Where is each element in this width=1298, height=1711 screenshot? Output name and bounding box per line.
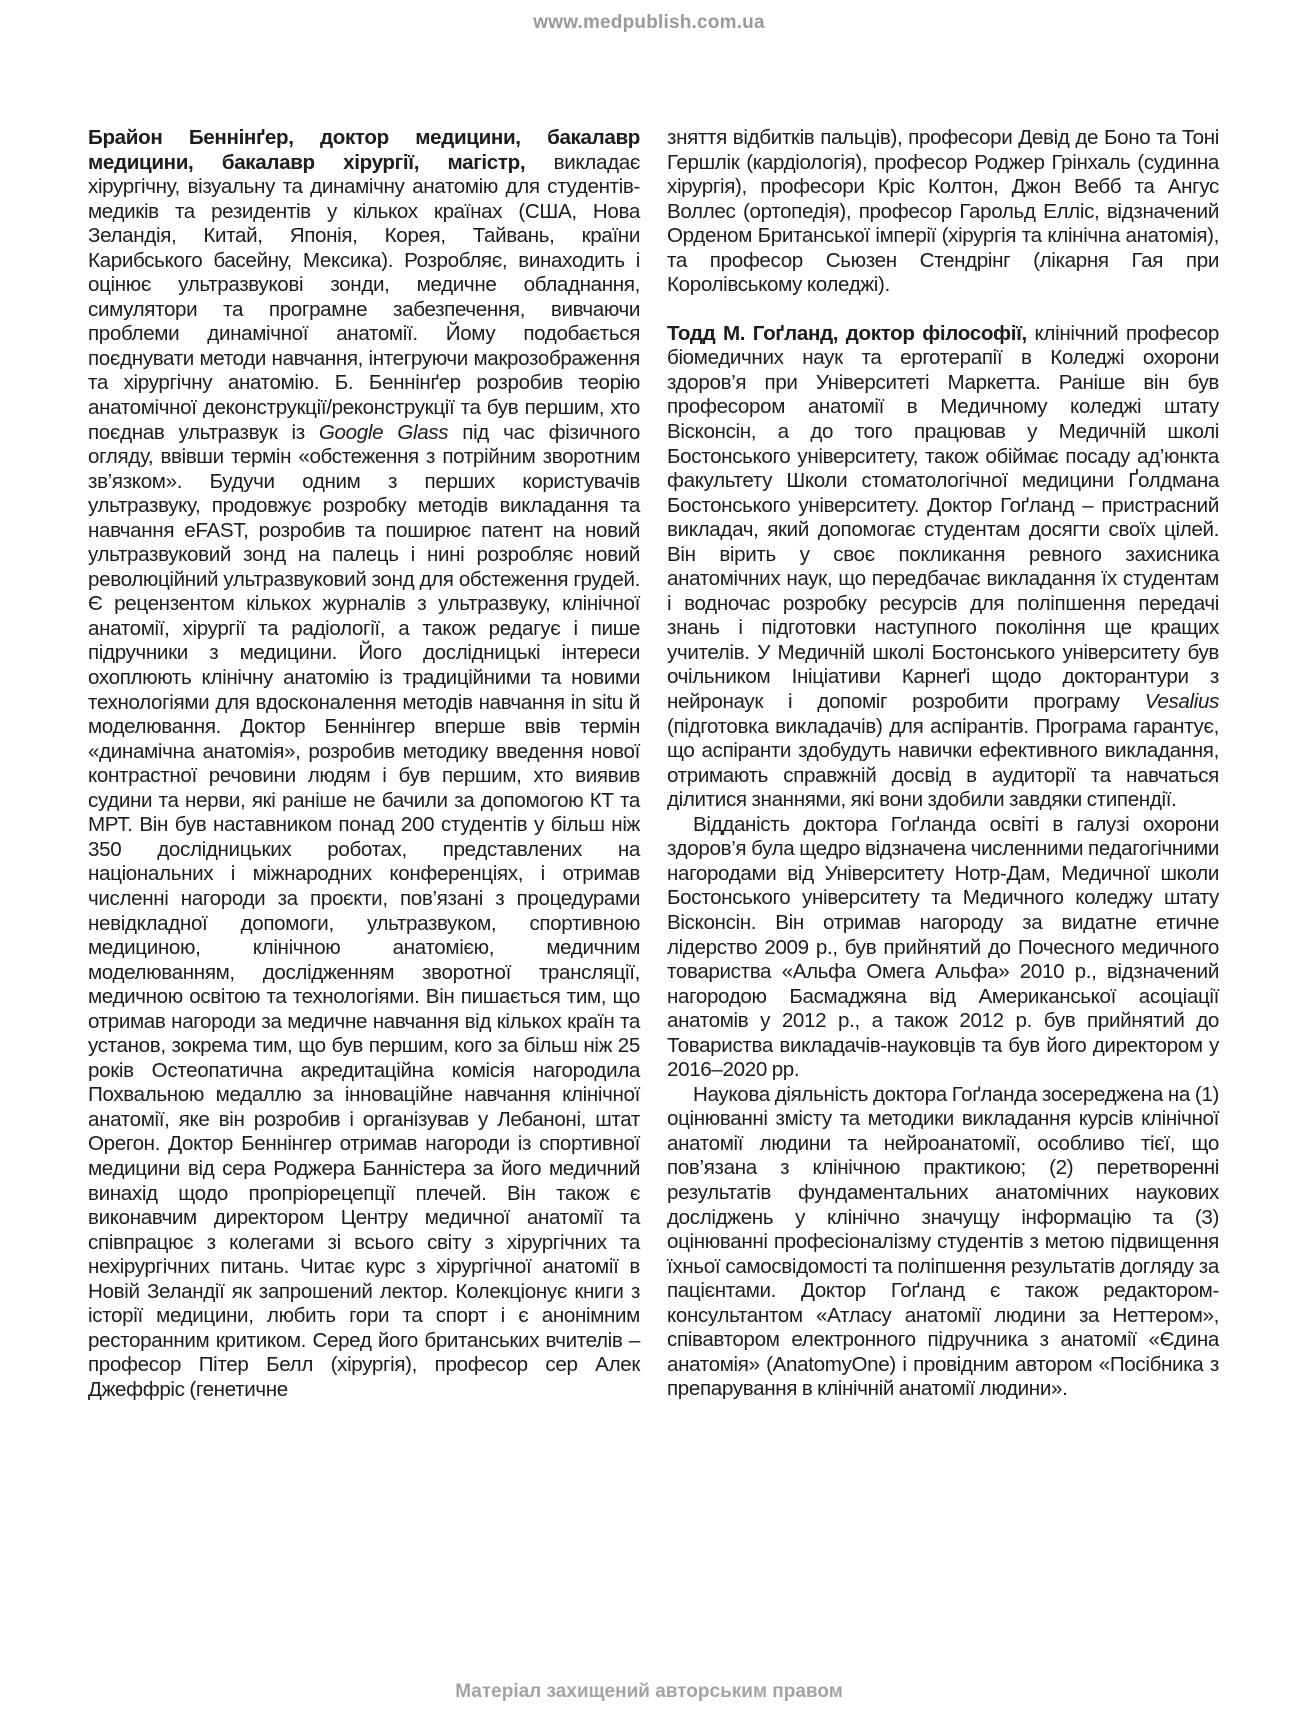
bio-italic-term: Google Glass [318,420,449,444]
bio-text: під час фізичного огляду, ввівши термін «обстеження з потрійним зворотним зв’язком». Будучи одним з перших користувачів ультразвуку, продовжує розробку методів викладання та навчання eFAST, розробив та поширює патент на новий ультразвуковий зонд на палець і нині розробляє новий революційний ультразвуковий зонд для обстеження грудей. Є рецензентом кількох журналів з ультразвуку, клінічної анатомії, хірургії та радіології, а також редагує і пише підручники з медицини. Його дослідницькі інтереси охоплюють клінічну анатомію із традиційними та новими технологіями для вдосконалення методів навчання in situ й моделювання. Доктор Беннінгер вперше ввів термін «динамічна анатомія», розробив методику введення нової контрастної речовини людям і був першим, хто виявив судини та нерви, які раніше не бачили за допомогою КТ та МРТ. Він був наставником понад 200 студентів у більш ніж 350 дослідницьких роботах, представлених на національних і міжнародних конференціях, і отримав численні нагороди за проєкти, пов’язані з процедурами невідкладної допомоги, ультразвуком, спортивною медициною, клінічною анатомією, медичним моделюванням, дослідженням зворотної трансляції, медичною освітою та технологіями. Він пишається тим, що отримав нагороди за медичне навчання від кількох країн та установ, зокрема тим, що був першим, кого за більш ніж 25 років Остеопатична акредитаційна комісія нагородила Похвальною медаллю за інноваційне навчання клінічної анатомії, яке він розробив і організував у Лебаноні, штат Орегон. Доктор Беннінгер отримав нагороди із спортивної медицини від сера Роджера Банністера за його медичний винахід щодо пропріорецепції плечей. Він також є виконавчим директором Центру медичної анатомії та співпрацює з колегами зі всього світу з хірургічних та нехірургічних питань. Читає курс з хірургічної анатомії в Новій Зеландії як запрошений лектор. Колекціонує книги з історії медицини, любить гори та спорт і є анонімним ресторанним критиком. Серед його британських вчителів – професор Пітер Белл (хірургія), професор сер Алек Джеффріс (генетичне [88,420,640,1401]
bio-benninger-continued: зняття відбитків пальців), професори Девід де Боно та Тоні Гершлік (кардіологія), професор Роджер Грінхаль (судинна хірургія), професори Кріс Колтон, Джон Вебб та Ангус Воллес (ортопедія), професор Гарольд Елліс, відзначений Орденом Британської імперії (хірургія та клінічна анатомія), та професор Сьюзен Стендрінг (лікарня Гая при Королівському коледжі). [667,126,1219,297]
copyright-footer: Матеріал захищений авторським правом [455,1681,843,1702]
author-name-hoagland: Тодд М. Гоґланд, доктор філософії, [667,321,1027,345]
left-column [88,126,640,1402]
bio-hoagland-research: Наукова діяльність доктора Гоґланда зосереджена на (1) оцінюванні змісту та методики викладання курсів клінічної анатомії людини та нейроанатомії, особливо тієї, що пов’язана з клінічною практикою; (2) перетворенні результатів фундаментальних анатомічних наукових досліджень у клінічно значущу інформацію та (3) оцінюванні професіоналізму студентів з метою підвищення їхньої самосвідомості та поліпшення результатів догляду за пацієнтами. Доктор Гоґланд є також редактором-консультантом «Атласу анатомії людини за Неттером», співавтором електронного підручника з анатомії «Єдина анатомія» (AnatomyOne) і провідним автором «Посібника з препарування в клінічній анатомії людини». [667,1082,1219,1401]
site-url-header: www.medpublish.com.ua [533,12,765,33]
author-name-benninger: Брайон Беннінґер, доктор медицини, бакалавр медицини, бакалавр хірургії, магістр, [88,126,640,174]
bio-italic-term: Vesalius [1144,690,1219,714]
bio-benninger [88,126,640,1402]
bio-text: клінічний професор біомедичних наук та ерготерапії в Коледжі охорони здоров’я при Університеті Маркетта. Раніше він був професором анатомії в Медичному коледжі штату Вісконсін, а до того працював у Медичній школі Бостонського університету, також обіймає посаду ад’юнкта факультету Школи стоматологічної медицини Ґолдмана Бостонського університету. Доктор Гоґланд – пристрасний викладач, який допомогає студентам досягти своїх цілей. Він вірить у своє покликання ревного захисника анатомічних наук, що передбачає викладання їх студентам і водночас розробку ресурсів для поліпшення передачі знань і підготовки наступного покоління ще кращих учителів. У Медичній школі Бостонського університету був очільником Ініціативи Карнеґі щодо докторантури з нейронаук і допоміг розробити програму [667,321,1219,714]
bio-text: викладає хірургічну, візуальну та динамічну анатомію для студентів-медиків та резидентів у кількох країнах (США, Нова Зеландія, Китай, Японія, Корея, Тайвань, країни Карибського басейну, Мексика). Розробляє, винаходить і оцінює ультразвукові зонди, медичне обладнання, симулятори та програмне забезпечення, вивчаючи проблеми динамічної анатомії. Йому подобається поєднувати методи навчання, інтегруючи макрозображення та хірургічну анатомію. Б. Беннінґер розробив теорію анатомічної деконструкції/реконструкції та був першим, хто поєднав ультразвук із [88,150,641,444]
bio-hoagland [667,322,1219,813]
right-column [667,126,1219,1402]
bio-hoagland-awards: Відданість доктора Гоґланда освіті в галузі охорони здоров’я була щедро відзначена численними педагогічними нагородами від Університету Нотр-Дам, Медичної школи Бостонського університету та Медичного коледжу штату Вісконсін. Він отримав нагороду за видатне етичне лідерство 2009 р., був прийнятий до Почесного медичного товариства «Альфа Омега Альфа» 2010 р., відзначений нагородою Басмаджяна від Американської асоціації анатомів у 2012 р., а також 2012 р. був прийнятий до Товариства викладачів-науковців та був його директором у 2016–2020 рр. [667,812,1219,1082]
bio-text: (підготовка викладачів) для аспірантів. Програма гарантує, що аспіранти здобудуть навички ефективного викладання, отримають справжній досвід в аудиторії та навчаться ділитися знаннями, які вони здобили завдяки стипендії. [667,714,1219,812]
